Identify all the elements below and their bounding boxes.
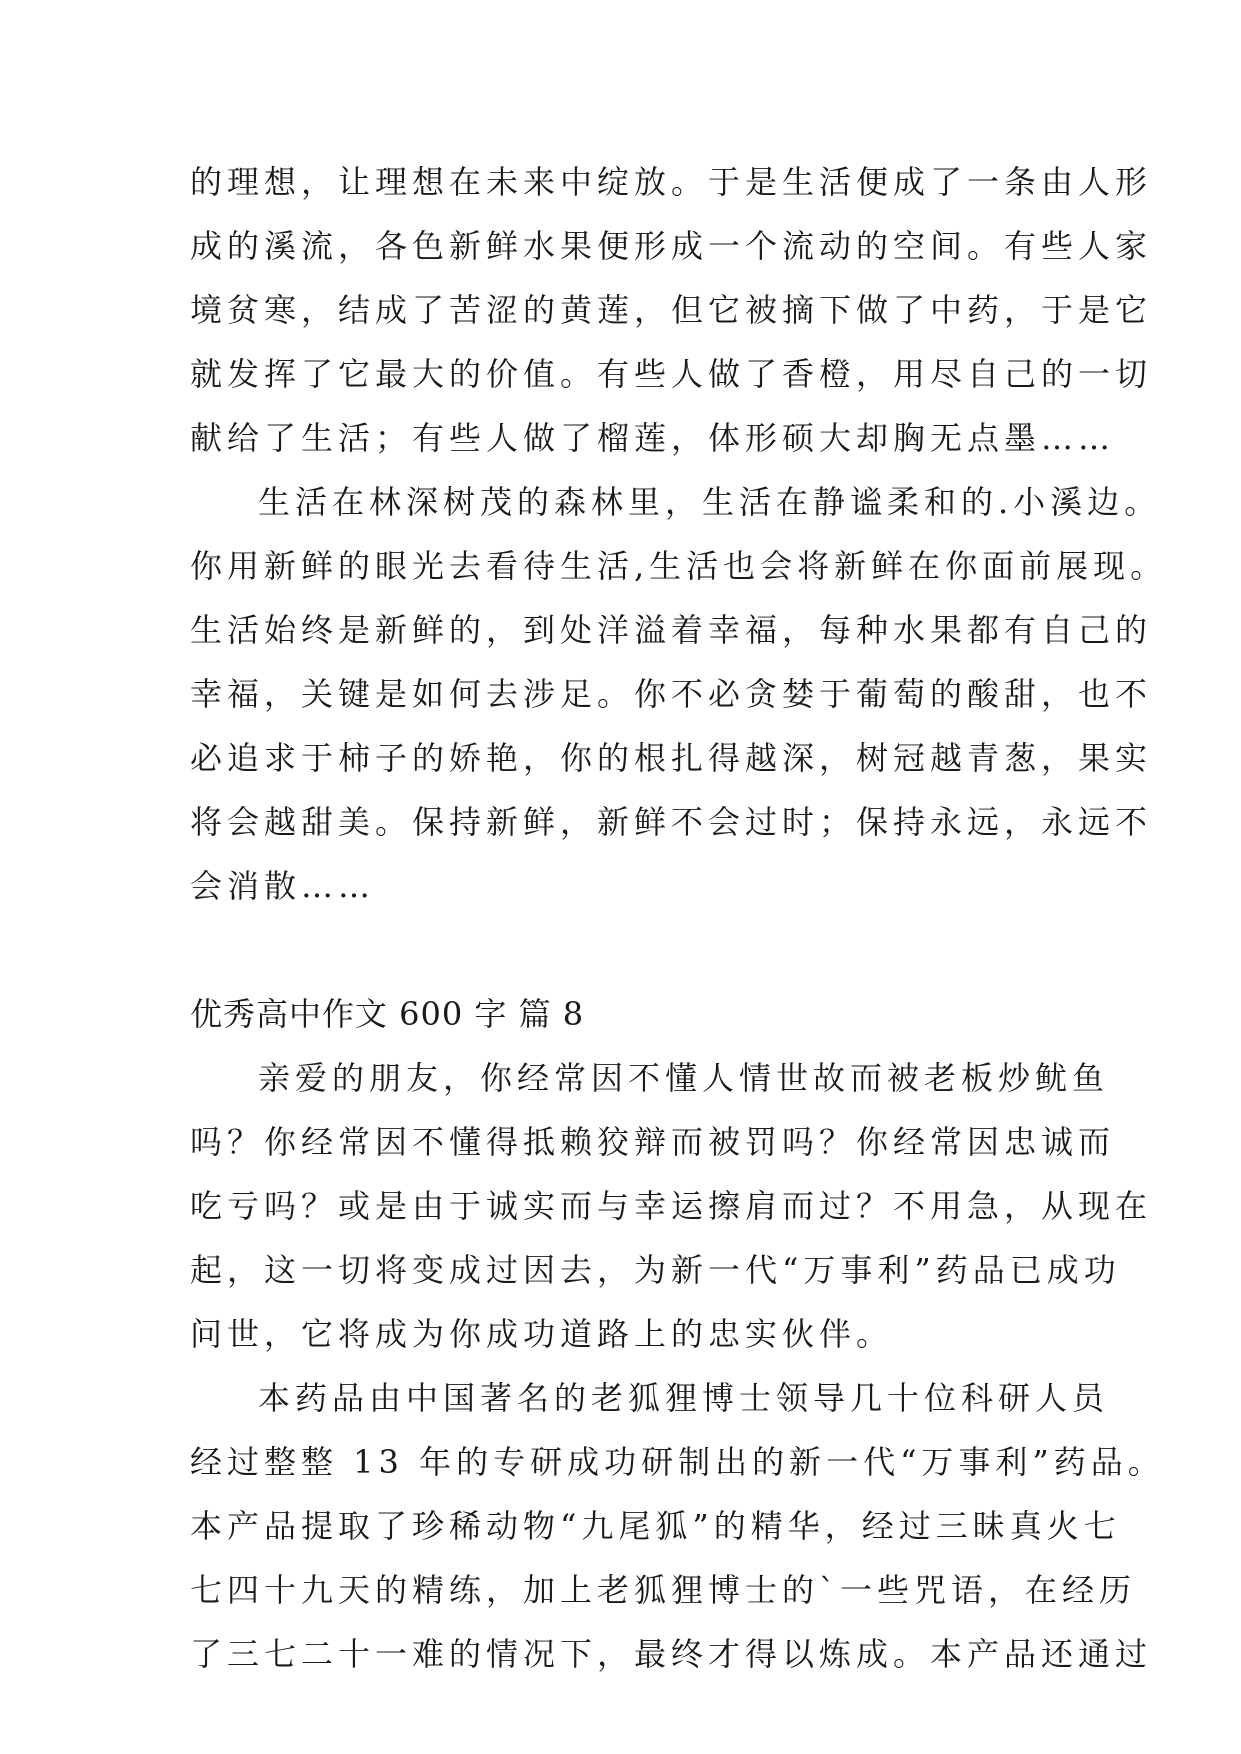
text-line: 本药品由中国著名的老狐狸博士领导几十位科研人员 xyxy=(258,1379,1110,1417)
text-line: 本产品提取了珍稀动物“九尾狐”的精华，经过三昧真火七 xyxy=(190,1507,1121,1545)
text-line: 的理想，让理想在未来中绽放。于是生活便成了一条由人形 xyxy=(190,163,1153,201)
text-line: 了三七二十一难的情况下，最终才得以炼成。本产品还通过 xyxy=(190,1635,1153,1673)
text-line: 生活在林深树茂的森林里，生活在静谧柔和的.小溪边。 xyxy=(258,483,1162,521)
text-line: 吃亏吗？或是由于诚实而与幸运擦肩而过？不用急，从现在 xyxy=(190,1187,1153,1225)
text-line: 你用新鲜的眼光去看待生活,生活也会将新鲜在你面前展现。 xyxy=(190,547,1168,585)
paragraph-spacer xyxy=(190,918,1070,982)
text-line: 将会越甜美。保持新鲜，新鲜不会过时；保持永远，永远不 xyxy=(190,803,1153,841)
text-line: 生活始终是新鲜的，到处洋溢着幸福，每种水果都有自己的 xyxy=(190,611,1153,649)
text-line: 吗？你经常因不懂得抵赖狡辩而被罚吗？你经常因忠诚而 xyxy=(190,1123,1116,1161)
text-line: 必追求于柿子的娇艳，你的根扎得越深，树冠越青葱，果实 xyxy=(190,739,1153,777)
section-heading: 优秀高中作文 600 字 篇 8 xyxy=(190,995,585,1033)
text-line: 献给了生活；有些人做了榴莲，体形硕大却胸无点墨…… xyxy=(190,419,1116,457)
document-page xyxy=(190,150,1168,1686)
text-line: 会消散…… xyxy=(190,867,376,905)
text-line: 境贫寒，结成了苦涩的黄莲，但它被摘下做了中药，于是它 xyxy=(190,291,1153,329)
text-line: 起，这一切将变成过因去，为新一代“万事利”药品已成功 xyxy=(190,1251,1121,1289)
text-line: 经过整整 13 年的专研成功研制出的新一代“万事利”药品。 xyxy=(190,1443,1165,1481)
text-line: 亲爱的朋友，你经常因不懂人情世故而被老板炒鱿鱼 xyxy=(258,1059,1110,1097)
text-line: 问世，它将成为你成功道路上的忠实伙伴。 xyxy=(190,1315,894,1353)
text-line: 就发挥了它最大的价值。有些人做了香橙，用尽自己的一切 xyxy=(190,355,1153,393)
text-line: 七四十九天的精练，加上老狐狸博士的`一些咒语，在经历 xyxy=(190,1571,1137,1609)
text-line: 成的溪流，各色新鲜水果便形成一个流动的空间。有些人家 xyxy=(190,227,1153,265)
text-line: 幸福，关键是如何去涉足。你不必贪婪于葡萄的酸甜，也不 xyxy=(190,675,1153,713)
